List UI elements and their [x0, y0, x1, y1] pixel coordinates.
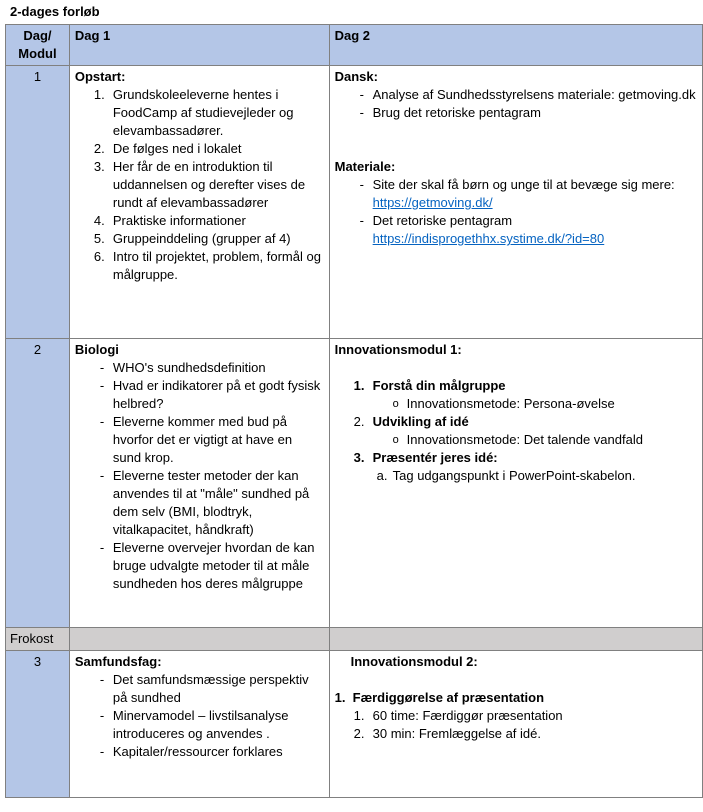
dash-list — [75, 671, 324, 761]
innovation-steps — [335, 449, 697, 467]
row-module-2 — [6, 339, 703, 628]
schedule-table — [5, 24, 703, 798]
lunch-row — [6, 628, 703, 651]
dash-list — [335, 86, 697, 122]
getmoving-link[interactable]: https://getmoving.dk/ — [372, 195, 493, 210]
list-item: - Analyse af Sundhedsstyrelsens materiale: getmoving.dk — [373, 86, 697, 104]
list-item: - Minervamodel – livstilsanalyse introduceres og anvendes . — [113, 707, 324, 743]
list-item: 3. Præsentér jeres idé: — [353, 450, 498, 465]
lunch-cell — [69, 628, 329, 651]
section-heading: Materiale: — [334, 159, 396, 174]
list-item: 1. 60 time: Færdiggør præsentation — [353, 708, 563, 723]
day2-cell — [329, 651, 702, 798]
section-heading: Innovationsmodul 1: — [334, 342, 462, 357]
list-item: - Det retoriske pentagram https://indisprogethhx.systime.dk/?id=80 — [373, 212, 697, 248]
numbered-list — [75, 86, 324, 284]
module-number: 3 — [6, 651, 70, 798]
list-item: 2. Udvikling af idé — [353, 414, 469, 429]
list-item: - Brug det retoriske pentagram — [373, 104, 697, 122]
list-item: 6. Intro til projektet, problem, formål og målgruppe. — [93, 249, 321, 282]
list-item: 1. Grundskoleeleverne hentes i FoodCamp af studievejleder og elevambassadører. — [93, 87, 294, 138]
list-item: - Site der skal få børn og unge til at bevæge sig mere: https://getmoving.dk/ — [373, 176, 697, 212]
section-heading: Biologi — [74, 342, 119, 357]
list-item: o Innovationsmetode: Persona-øvelse — [407, 395, 697, 413]
day1-cell — [69, 66, 329, 339]
list-item: a. Tag udgangspunkt i PowerPoint-skabelon. — [376, 468, 636, 483]
list-item: 2. De følges ned i lokalet — [93, 141, 242, 156]
list-item: 1. Færdiggørelse af præsentation — [334, 690, 545, 705]
module-number: 1 — [6, 66, 70, 339]
sub-list — [335, 431, 697, 449]
day1-cell — [69, 651, 329, 798]
section-heading: Innovationsmodul 2: — [350, 654, 478, 669]
module-number: 2 — [6, 339, 70, 628]
list-item: o Innovationsmetode: Det talende vandfald — [407, 431, 697, 449]
row-module-1 — [6, 66, 703, 339]
list-item: - Det samfundsmæssige perspektiv på sundhed — [113, 671, 324, 707]
dash-list — [75, 359, 324, 593]
list-item: - WHO's sundhedsdefinition — [113, 359, 324, 377]
day2-cell — [329, 339, 702, 628]
material-list — [335, 176, 697, 248]
lunch-label: Frokost — [6, 628, 70, 651]
list-item: - Eleverne overvejer hvordan de kan bruge udvalgte metoder til at måle sundheden hos deres målgruppe — [113, 539, 324, 593]
header-row — [6, 25, 703, 66]
header-day-module: Dag/ Modul — [6, 25, 70, 66]
list-item: 4. Praktiske informationer — [93, 213, 246, 228]
list-item: 5. Gruppeinddeling (grupper af 4) — [93, 231, 291, 246]
header-day2: Dag 2 — [329, 25, 702, 66]
sub-list — [335, 395, 697, 413]
section-heading: Opstart: — [74, 69, 126, 84]
list-item: - Eleverne kommer med bud på hvorfor det er vigtigt at have en sund krop. — [113, 413, 324, 467]
section-heading: Samfundsfag: — [74, 654, 162, 669]
pentagram-link[interactable]: https://indisprogethhx.systime.dk/?id=80 — [372, 231, 605, 246]
list-item: - Hvad er indikatorer på et godt fysisk helbred? — [113, 377, 324, 413]
list-item: - Kapitaler/ressourcer forklares — [113, 743, 324, 761]
sub-list — [335, 467, 697, 485]
section-heading: Dansk: — [334, 69, 378, 84]
sub-list — [335, 707, 697, 743]
list-item: 2. 30 min: Fremlæggelse af idé. — [353, 726, 541, 741]
innovation-steps — [335, 413, 697, 431]
list-item: 1. Forstå din målgruppe — [353, 378, 506, 393]
list-item: - Eleverne tester metoder der kan anvendes til at "måle" sundhed på dem selv (BMI, blodtryk, vitalkapacitet, håndkraft) — [113, 467, 324, 539]
day2-cell — [329, 66, 702, 339]
header-day1: Dag 1 — [69, 25, 329, 66]
document-title: 2-dages forløb — [10, 4, 100, 19]
lunch-cell — [329, 628, 702, 651]
presentation-steps — [335, 689, 697, 707]
row-module-3 — [6, 651, 703, 798]
list-item: 3. Her får de en introduktion til uddannelsen og derefter vises de rundt af elevambassadører — [93, 159, 306, 210]
day1-cell — [69, 339, 329, 628]
innovation-steps — [335, 377, 697, 395]
